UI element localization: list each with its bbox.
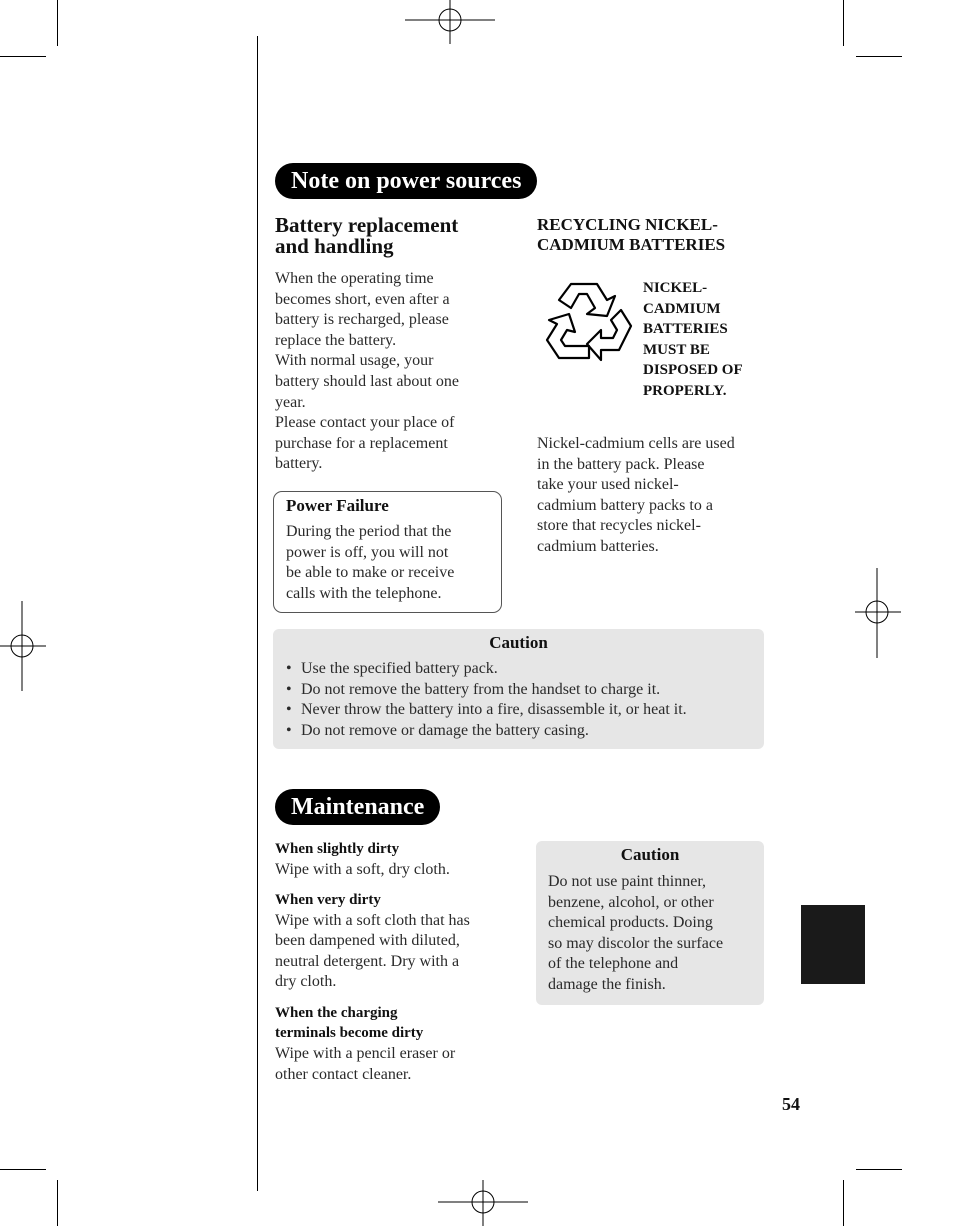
recycling-notice-line: NICKEL- [643, 280, 708, 296]
battery-body-line: When the operating time [275, 270, 434, 287]
battery-heading-line1: Battery replacement [275, 213, 459, 237]
battery-body-line: battery should last about one [275, 372, 459, 390]
section-title-power-sources: Note on power sources [275, 163, 537, 199]
maintenance-instructions [275, 839, 515, 1085]
registration-mark-right [855, 568, 901, 658]
maintenance-caution-line: so may discolor the surface [548, 934, 724, 952]
maintenance-caution-title: Caution [620, 845, 680, 864]
maintenance-caution-box [536, 841, 764, 1005]
list-item: • Never throw the battery into a fire, disassemble it, or heat it. [286, 700, 756, 721]
recycling-heading-line1: RECYCLING NICKEL- [537, 215, 718, 234]
very-dirty-line: dry cloth. [275, 973, 337, 991]
power-failure-box [273, 491, 502, 613]
recycling-body [537, 434, 777, 558]
registration-mark-bottom [438, 1180, 528, 1226]
battery-body-line: With normal usage, your [275, 352, 434, 370]
recycling-notice [643, 278, 743, 401]
recycling-body-line: cadmium battery packs to a [537, 496, 713, 514]
terminals-heading [275, 1003, 515, 1044]
battery-body [275, 269, 515, 475]
recycling-body-line: Nickel-cadmium cells are used [537, 435, 735, 452]
maintenance-caution-line: damage the finish. [548, 975, 666, 993]
battery-body-line: Please contact your place of [275, 414, 455, 432]
registration-mark-left [0, 601, 46, 691]
power-failure-line: be able to make or receive [286, 564, 455, 582]
terminals-line: other contact cleaner. [275, 1065, 412, 1083]
recycling-notice-line: MUST BE [643, 341, 710, 358]
recycling-body-line: take your used nickel- [537, 476, 679, 494]
recycling-notice-line: PROPERLY. [643, 382, 727, 399]
battery-heading [275, 215, 458, 257]
thumb-index-tab [801, 905, 865, 984]
power-failure-line: During the period that the [286, 523, 452, 540]
battery-caution-list [286, 659, 756, 742]
recycling-notice-line: DISPOSED OF [643, 362, 743, 378]
registration-mark-top [405, 0, 495, 44]
battery-body-line: battery. [275, 455, 323, 473]
maintenance-caution-line: Do not use paint thinner, [548, 873, 706, 890]
recycling-notice-line: CADMIUM [643, 300, 721, 317]
list-item: • Use the specified battery pack. [286, 659, 756, 680]
section-title-maintenance: Maintenance [275, 789, 440, 825]
very-dirty-line: neutral detergent. Dry with a [275, 952, 460, 970]
very-dirty-line: Wipe with a soft cloth that has [275, 911, 470, 929]
page-number: 54 [782, 1094, 800, 1114]
list-item: • Do not remove or damage the battery casing. [286, 721, 756, 742]
recycle-icon [545, 280, 633, 364]
battery-body-line: becomes short, even after a [275, 290, 450, 308]
battery-body-line: purchase for a replacement [275, 434, 448, 452]
maintenance-caution-line: of the telephone and [548, 955, 679, 973]
battery-body-line: battery is recharged, please [275, 311, 449, 329]
recycling-body-line: cadmium batteries. [537, 537, 659, 555]
maintenance-caution-line: benzene, alcohol, or other [548, 893, 714, 911]
maintenance-caution-line: chemical products. Doing [548, 914, 713, 932]
recycling-body-line: in the battery pack. Please [537, 455, 705, 473]
very-dirty-body [275, 911, 515, 993]
power-failure-title: Power Failure [286, 496, 389, 515]
battery-caution-box [273, 629, 764, 749]
recycling-heading [537, 215, 725, 255]
recycling-notice-line: BATTERIES [643, 321, 728, 337]
terminals-heading-line1: When the charging [275, 1004, 398, 1021]
battery-body-line: replace the battery. [275, 331, 397, 349]
terminals-body [275, 1044, 515, 1085]
terminals-heading-line2: terminals become dirty [275, 1025, 424, 1042]
recycling-heading-line2: CADMIUM BATTERIES [537, 235, 726, 254]
terminals-line: Wipe with a pencil eraser or [275, 1044, 456, 1062]
battery-heading-line2: and handling [275, 234, 394, 258]
slightly-dirty-heading: When slightly dirty [275, 841, 400, 857]
power-failure-body [286, 522, 501, 604]
battery-body-line: year. [275, 393, 306, 411]
power-failure-line: power is off, you will not [286, 543, 449, 561]
recycling-body-line: store that recycles nickel- [537, 517, 701, 535]
maintenance-caution-body [548, 872, 762, 996]
list-item: • Do not remove the battery from the handset to charge it. [286, 680, 756, 701]
very-dirty-line: been dampened with diluted, [275, 932, 460, 950]
slightly-dirty-body: Wipe with a soft, dry cloth. [275, 860, 450, 878]
battery-caution-title: Caution [489, 633, 548, 652]
very-dirty-heading: When very dirty [275, 892, 381, 909]
power-failure-line: calls with the telephone. [286, 584, 442, 602]
